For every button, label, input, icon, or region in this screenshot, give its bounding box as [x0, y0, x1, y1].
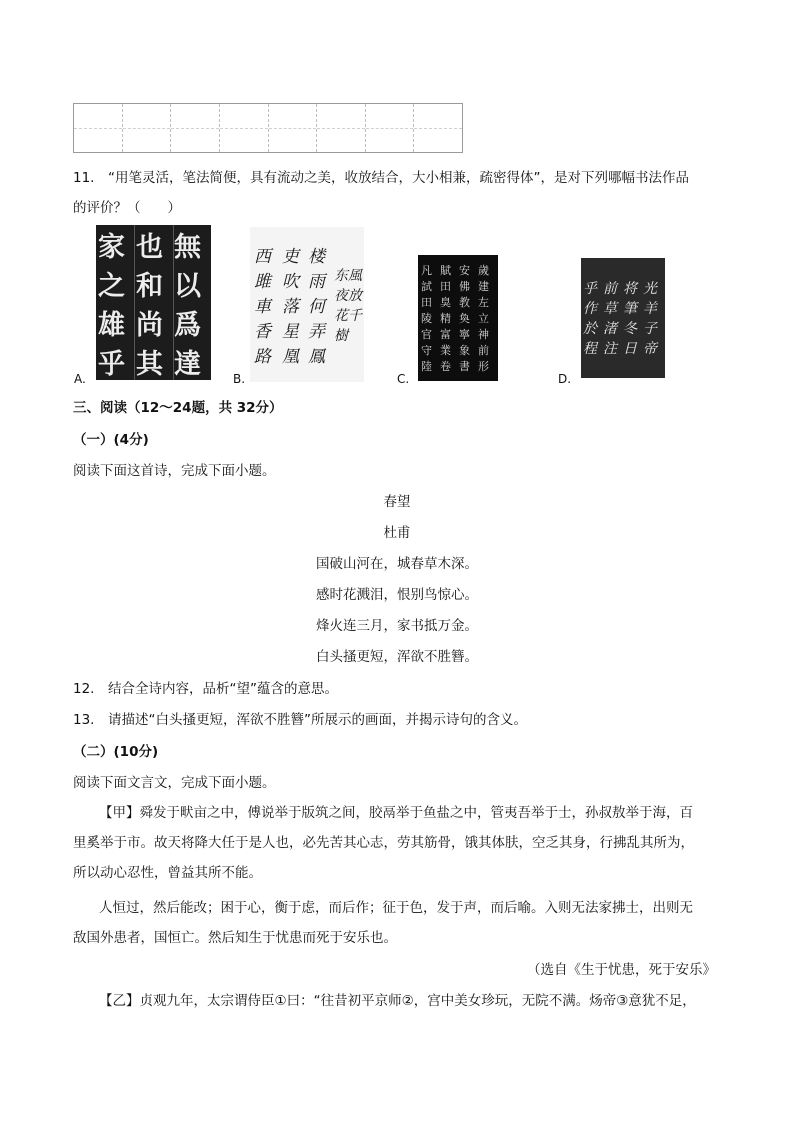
plate-d-col-1: 乎作於程 — [583, 281, 597, 357]
poem-line-1: 国破山河在，城春草木深。 — [316, 556, 478, 572]
plate-a-col-2: 也和尚其 — [136, 232, 163, 380]
plate-a-col-3: 無以爲達 — [174, 232, 201, 380]
option-d-label: D. — [558, 372, 572, 386]
plate-b-col-1: 西雎車香路 — [254, 247, 271, 367]
poem-line-2: 感时花溅泪，恨别鸟惊心。 — [316, 587, 478, 603]
plate-c-col-2: 賦田臭精富業卷 — [440, 264, 451, 373]
grid-cell — [123, 104, 172, 152]
grid-cell — [171, 104, 220, 152]
calligraphy-option-d-image — [581, 258, 665, 378]
part-1-heading: （一）(4分) — [73, 432, 149, 448]
jia-paragraph-2-line-2: 敌国外患者，国恒亡。然后知生于忧患而死于安乐也。 — [73, 930, 397, 946]
plate-c-col-4: 歲建左立神前形 — [478, 264, 489, 373]
jia-paragraph-1-line-2: 里奚举于市。故天将降大任于是人也，必先苦其心志，劳其筋骨，饿其体肤，空乏其身，行拂乱其所为， — [73, 835, 694, 851]
question-12: 12. 结合全诗内容，品析“望”蕴含的意思。 — [73, 681, 338, 697]
poem-line-4: 白头搔更短，浑欲不胜簪。 — [316, 649, 478, 665]
plate-d-col-4: 光羊子帝 — [643, 281, 657, 357]
plate-b-col-3: 楼雨何弄鳳 — [308, 247, 325, 367]
option-a-label: A. — [74, 372, 86, 386]
grid-cell — [269, 104, 318, 152]
part-2-heading: （二）(10分) — [73, 744, 159, 760]
grid-cell — [366, 104, 415, 152]
grid-cell — [414, 104, 462, 152]
option-c-label: C. — [397, 372, 410, 386]
question-11-line1: 11. “用笔灵活，笔法简便，具有流动之美，收放结合，大小相兼，疏密得体”，是对下列哪幅书法作品 — [73, 170, 689, 186]
question-13: 13. 请描述“白头搔更短，浑欲不胜簪”所展示的画面，并揭示诗句的含义。 — [73, 712, 527, 728]
calligraphy-option-c-image — [418, 255, 498, 381]
poem-author: 杜甫 — [383, 525, 411, 541]
plate-c-col-3: 安佛教奐寧象書 — [459, 264, 470, 373]
jia-paragraph-1-line-3: 所以动心忍性，曾益其所不能。 — [73, 865, 262, 881]
calligraphy-option-b-image — [250, 227, 364, 382]
yi-paragraph-line-1: 【乙】贞观九年，太宗谓侍臣①曰：“往昔初平京师②，宫中美女珍玩，无院不满。炀帝③意犹不足， — [99, 993, 696, 1009]
grid-cell — [74, 104, 123, 152]
plate-d-col-3: 将筆冬日 — [623, 281, 637, 357]
plate-d-col-2: 前草渚注 — [603, 281, 617, 357]
part-1-intro: 阅读下面这首诗，完成下面小题。 — [73, 463, 276, 479]
plate-b-col-4: 东風夜放花千樹 — [334, 267, 362, 344]
jia-paragraph-2-line-1: 人恒过，然后能改；困于心，衡于虑，而后作；征于色，发于声，而后喻。入则无法家拂士，出则无 — [99, 900, 693, 916]
source-citation: （选自《生于忧患，死于安乐》 — [527, 962, 716, 978]
calligraphy-option-a-image — [96, 225, 211, 380]
option-b-label: B. — [233, 372, 246, 386]
plate-b-col-2: 吏吹落星凰 — [282, 247, 299, 367]
poem-title: 春望 — [383, 494, 411, 510]
plate-a-col-1: 家之雄乎 — [98, 232, 125, 380]
part-2-intro: 阅读下面文言文，完成下面小题。 — [73, 775, 276, 791]
question-11-line2: 的评价？（ ） — [73, 200, 181, 216]
grid-cell — [220, 104, 269, 152]
section-3-heading: 三、阅读（12～24题，共 32分） — [73, 400, 283, 416]
jia-paragraph-1-line-1: 【甲】舜发于畎亩之中，傅说举于版筑之间，胶鬲举于鱼盐之中，管夷吾举于士，孙叔敖举于海，百 — [99, 805, 693, 821]
writing-grid — [73, 103, 463, 153]
grid-cell — [317, 104, 366, 152]
poem-line-3: 烽火连三月，家书抵万金。 — [316, 618, 478, 634]
plate-c-col-1: 凡試田陵官守陸 — [421, 264, 432, 373]
